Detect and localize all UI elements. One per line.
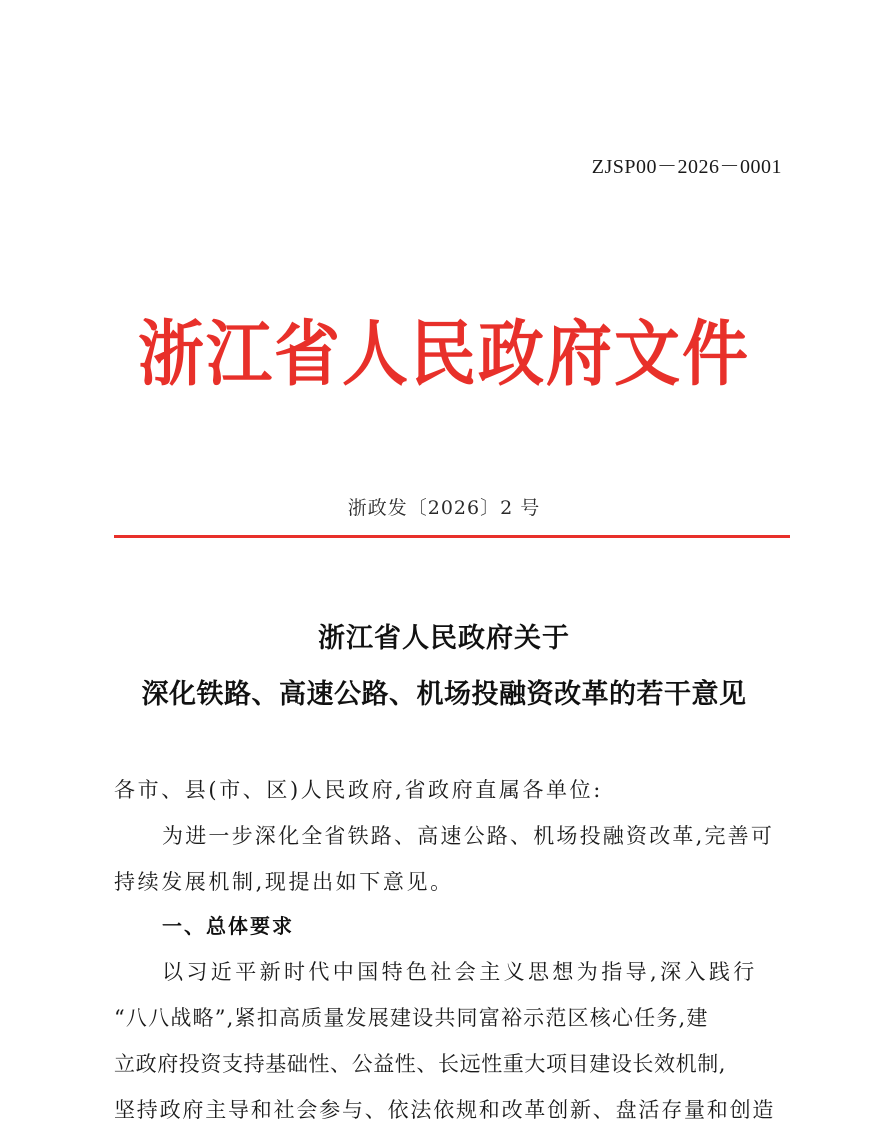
paragraph-line-3: 立政府投资支持基础性、公益性、长远性重大项目建设长效机制,	[114, 1052, 727, 1076]
section-heading: 一、总体要求	[162, 914, 294, 938]
intro-line-2: 持续发展机制,现提出如下意见。	[114, 870, 454, 894]
paragraph-line-2: “八八战略”,紧扣高质量发展建设共同富裕示范区核心任务,建	[114, 1006, 709, 1030]
document-number: 浙政发〔2026〕2 号	[347, 497, 541, 519]
intro-line-1: 为进一步深化全省铁路、高速公路、机场投融资改革,完善可	[162, 824, 775, 848]
issuer-heading: 浙江省人民政府文件	[138, 311, 750, 396]
paragraph-line-4: 坚持政府主导和社会参与、依法依规和改革创新、盘活存量和创造	[114, 1098, 776, 1122]
paragraph-line-1: 以习近平新时代中国特色社会主义思想为指导,深入践行	[162, 960, 758, 984]
document-title-line-1: 浙江省人民政府关于	[318, 623, 570, 654]
document-title-line-2: 深化铁路、高速公路、机场投融资改革的若干意见	[141, 679, 747, 710]
addressees-line: 各市、县(市、区)人民政府,省政府直属各单位:	[114, 778, 603, 802]
document-code: ZJSP00－2026－0001	[591, 156, 782, 178]
red-divider-line	[114, 535, 790, 538]
